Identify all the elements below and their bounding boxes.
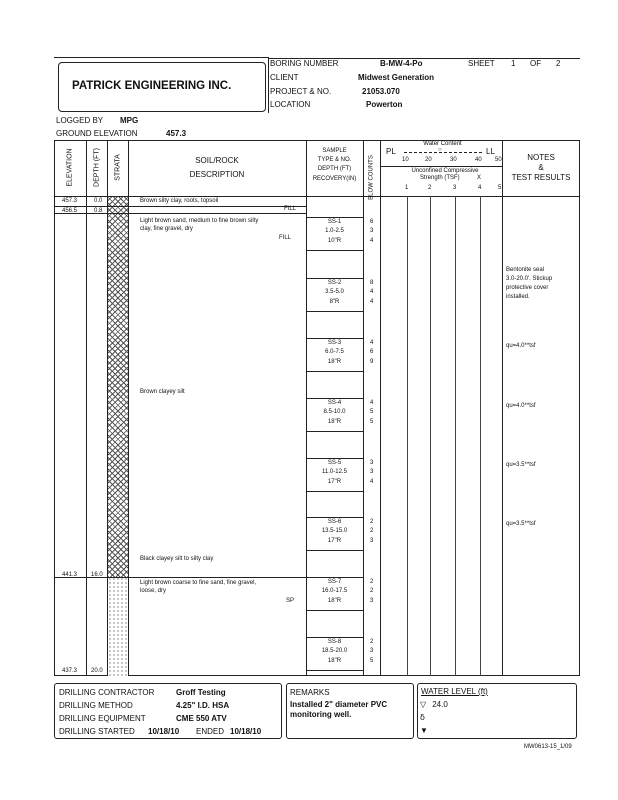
blow-count: 4	[370, 479, 374, 485]
sheet-of: OF	[530, 59, 542, 68]
ucs-tick-2: 2	[428, 185, 432, 191]
ucs-tick-4: 4	[478, 185, 482, 191]
note-qu-3: qu=3.5**tsf	[506, 462, 536, 468]
col-header-ll: LL	[486, 147, 495, 156]
document-id: MW0613-15_1/09	[524, 744, 572, 750]
water-level-symbol: ▼	[420, 726, 428, 735]
sample-id: SS-3	[327, 340, 342, 346]
wc-axis-line	[381, 166, 502, 167]
col-header-water-content: Water Content	[423, 141, 462, 147]
sample-depth: 3.5-5.0	[325, 289, 344, 295]
depth-20-0: 20.0	[91, 668, 103, 674]
boring-number-label: BORING NUMBER	[270, 59, 339, 68]
blow-count: 4	[370, 340, 374, 346]
client-label: CLIENT	[270, 73, 299, 82]
sample-recovery: 18"R	[327, 598, 342, 604]
wc-tick-20: 20	[425, 157, 432, 163]
blow-count: 3	[370, 228, 374, 234]
blow-count: 3	[370, 538, 374, 544]
sample-depth: 1.0-2.5	[325, 228, 344, 234]
desc-sand-fill-2: clay, fine gravel, dry	[140, 226, 193, 232]
col-header-ucs-1: Unconfined Compressive	[411, 168, 479, 174]
blow-count: 3	[370, 648, 374, 654]
col-header-strata: STRATA	[114, 154, 122, 181]
header-rule	[54, 57, 268, 58]
desc-sp-sand-1: Light brown coarse to fine sand, fine gravel,	[140, 580, 257, 586]
sheet-label: SHEET	[468, 59, 495, 68]
col-div-blow	[380, 140, 381, 676]
drilling-contractor-label: DRILLING CONTRACTOR	[59, 688, 155, 697]
water-level-row-2	[420, 713, 430, 722]
sample-recovery: 18"R	[327, 359, 342, 365]
blow-count: 6	[370, 349, 374, 355]
blow-count: 4	[370, 289, 374, 295]
drilling-method-value: 4.25" I.D. HSA	[176, 701, 230, 710]
sample-id: SS-8	[327, 639, 342, 645]
blow-count: 3	[370, 469, 374, 475]
sheet-total: 2	[556, 59, 561, 68]
depth-0-0: 0.0	[94, 198, 103, 204]
col-header-soil-2: DESCRIPTION	[189, 170, 245, 179]
desc-sp-sand-2: loose, dry	[140, 588, 167, 594]
sample-id: SS-1	[327, 219, 342, 225]
sample-id: SS-5	[327, 460, 342, 466]
project-value: 21053.070	[362, 87, 400, 96]
col-header-elevation: ELEVATION	[66, 148, 74, 187]
ucs-tick-3: 3	[453, 185, 457, 191]
break-line-1	[54, 213, 306, 214]
ucs-tick-1: 1	[405, 185, 409, 191]
col-div-sample	[363, 140, 364, 676]
water-level-row-1	[420, 700, 448, 709]
drilling-method-label: DRILLING METHOD	[59, 701, 133, 710]
col-div-graph	[502, 140, 503, 676]
sample-recovery: 17"R	[327, 538, 342, 544]
remarks-line-2: monitoring well.	[290, 710, 352, 719]
sample-id: SS-7	[327, 579, 342, 585]
drilling-started-label: DRILLING STARTED	[59, 727, 135, 736]
water-level-value: 24.0	[432, 700, 448, 709]
ended-label: ENDED	[196, 727, 225, 736]
sample-depth: 18.5-20.0	[321, 648, 348, 654]
col-header-notes-1: NOTES	[527, 153, 555, 162]
note-bentonite-4: installed.	[506, 294, 530, 300]
col-header-sample-4: RECOVERY(IN)	[312, 176, 357, 182]
water-level-symbol: ▽	[420, 700, 427, 709]
water-level-row-3	[420, 726, 430, 735]
wc-tick-40: 40	[475, 157, 482, 163]
sample-depth: 6.0-7.5	[325, 349, 344, 355]
sample-depth: 13.5-15.0	[321, 528, 348, 534]
sheet-num: 1	[511, 59, 516, 68]
col-header-ucs-2: Strength (TSF)	[420, 175, 460, 181]
sample-recovery: 18"R	[327, 658, 342, 664]
elev-441-3: 441.3	[62, 572, 78, 578]
blow-count: 2	[370, 639, 374, 645]
col-header-blow	[369, 155, 376, 201]
col-header-notes-3: TEST RESULTS	[511, 173, 571, 182]
note-bentonite-1: Bentonite seal	[506, 267, 545, 273]
elev-457-3: 457.3	[62, 198, 78, 204]
blow-count: 3	[370, 598, 374, 604]
col-header-sample-2: TYPE & NO.	[317, 157, 352, 163]
sample-recovery: 10"R	[327, 238, 342, 244]
depth-16-0: 16.0	[91, 572, 103, 578]
desc-topsoil-tag: FILL	[284, 206, 297, 212]
wc-tick-50: 50	[495, 157, 502, 163]
sample-id: SS-2	[327, 280, 342, 286]
blow-count: 3	[370, 460, 374, 466]
drilling-equipment-value: CME 550 ATV	[176, 714, 227, 723]
note-qu-4: qu=3.5**tsf	[506, 521, 536, 527]
sample-id: SS-4	[327, 400, 342, 406]
note-qu-2: qu=4.0**tsf	[506, 403, 536, 409]
logged-by-value: MPG	[120, 116, 139, 125]
strata-fill-sand	[107, 577, 129, 676]
blow-count: 2	[370, 588, 374, 594]
sample-recovery: 8"R	[329, 299, 340, 305]
wc-tick-30: 30	[450, 157, 457, 163]
drilling-contractor-value: Groff Testing	[176, 688, 226, 697]
sample-id: SS-6	[327, 519, 342, 525]
blow-count: 8	[370, 280, 374, 286]
boring-number: B-MW-4-Po	[380, 59, 423, 68]
desc-topsoil: Brown silty clay, roots, topsoil	[140, 198, 219, 204]
blow-count: 4	[370, 400, 374, 406]
col-header-pl: PL	[386, 147, 396, 156]
ground-elevation-label: GROUND ELEVATION	[56, 129, 138, 138]
sample-recovery: 17"R	[327, 479, 342, 485]
break-line-0	[54, 206, 306, 207]
ground-elevation-value: 457.3	[166, 129, 187, 138]
graph-grid-2	[430, 196, 431, 676]
wc-legend-circle: ○	[438, 147, 442, 153]
note-bentonite-3: protective cover	[506, 285, 549, 291]
graph-grid-1	[407, 196, 408, 676]
blow-count: 4	[370, 299, 374, 305]
logged-by-label: LOGGED BY	[56, 116, 104, 125]
drilling-equipment-label: DRILLING EQUIPMENT	[59, 714, 146, 723]
location-label: LOCATION	[270, 100, 311, 109]
blow-count: 9	[370, 359, 374, 365]
strata-fill-clay	[107, 197, 129, 577]
depth-0-8: 0.8	[94, 208, 103, 214]
sample-depth: 16.0-17.5	[321, 588, 348, 594]
desc-clayey-silt: Brown clayey silt	[140, 389, 185, 395]
desc-sand-fill-tag: FILL	[279, 235, 292, 241]
col-header-blow-1: BLOW	[368, 182, 375, 200]
col-header-sample-1: SAMPLE	[322, 148, 347, 154]
blow-count: 6	[370, 219, 374, 225]
sample-depth: 11.0-12.5	[322, 469, 347, 475]
blow-count: 2	[370, 528, 374, 534]
ucs-tick-5: 5	[498, 185, 502, 191]
wc-legend-line	[404, 152, 482, 153]
water-level-symbol: ẟ	[420, 713, 425, 722]
location-value: Powerton	[366, 100, 403, 109]
desc-sand-fill-1: Light brown sand, medium to fine brown silty	[140, 218, 259, 224]
company-name: PATRICK ENGINEERING INC.	[72, 80, 232, 92]
graph-grid-3	[455, 196, 456, 676]
desc-sp-tag: SP	[286, 598, 295, 604]
remarks-label: REMARKS	[290, 688, 330, 697]
blow-count: 2	[370, 519, 374, 525]
col-header-soil-1: SOIL/ROCK	[195, 156, 239, 165]
sample-recovery: 18"R	[327, 419, 342, 425]
blow-count: 5	[370, 658, 374, 664]
elev-437-3: 437.3	[62, 668, 78, 674]
header-divider	[268, 57, 269, 113]
note-qu-1: qu=4.0**tsf	[506, 343, 536, 349]
blow-count: 4	[370, 238, 374, 244]
drilling-started-value: 10/18/10	[148, 727, 180, 736]
desc-black-clay: Black clayey silt to silty clay	[140, 556, 214, 562]
water-level-label: WATER LEVEL (ft)	[421, 687, 488, 696]
blow-count: 2	[370, 579, 374, 585]
project-label: PROJECT & NO.	[270, 87, 332, 96]
client-value: Midwest Generation	[358, 73, 435, 82]
col-header-depth: DEPTH (FT)	[93, 148, 101, 187]
col-header-sample-3: DEPTH (FT)	[317, 166, 352, 172]
note-bentonite-2: 3.0-20.0'. Stickup	[506, 276, 553, 282]
col-div-elev	[86, 140, 87, 676]
blow-count: 5	[370, 409, 374, 415]
ended-value: 10/18/10	[230, 727, 262, 736]
sample-depth: 8.5-10.0	[323, 409, 346, 415]
blow-count: 5	[370, 419, 374, 425]
col-header-ucs-x: X	[477, 175, 482, 181]
remarks-line-1: Installed 2" diameter PVC	[290, 700, 388, 709]
graph-grid-4	[480, 196, 481, 676]
wc-tick-10: 10	[402, 157, 409, 163]
col-header-blow-2: COUNTS	[368, 155, 375, 181]
elev-456-5: 456.5	[62, 208, 78, 214]
col-header-notes-2: &	[538, 163, 544, 172]
